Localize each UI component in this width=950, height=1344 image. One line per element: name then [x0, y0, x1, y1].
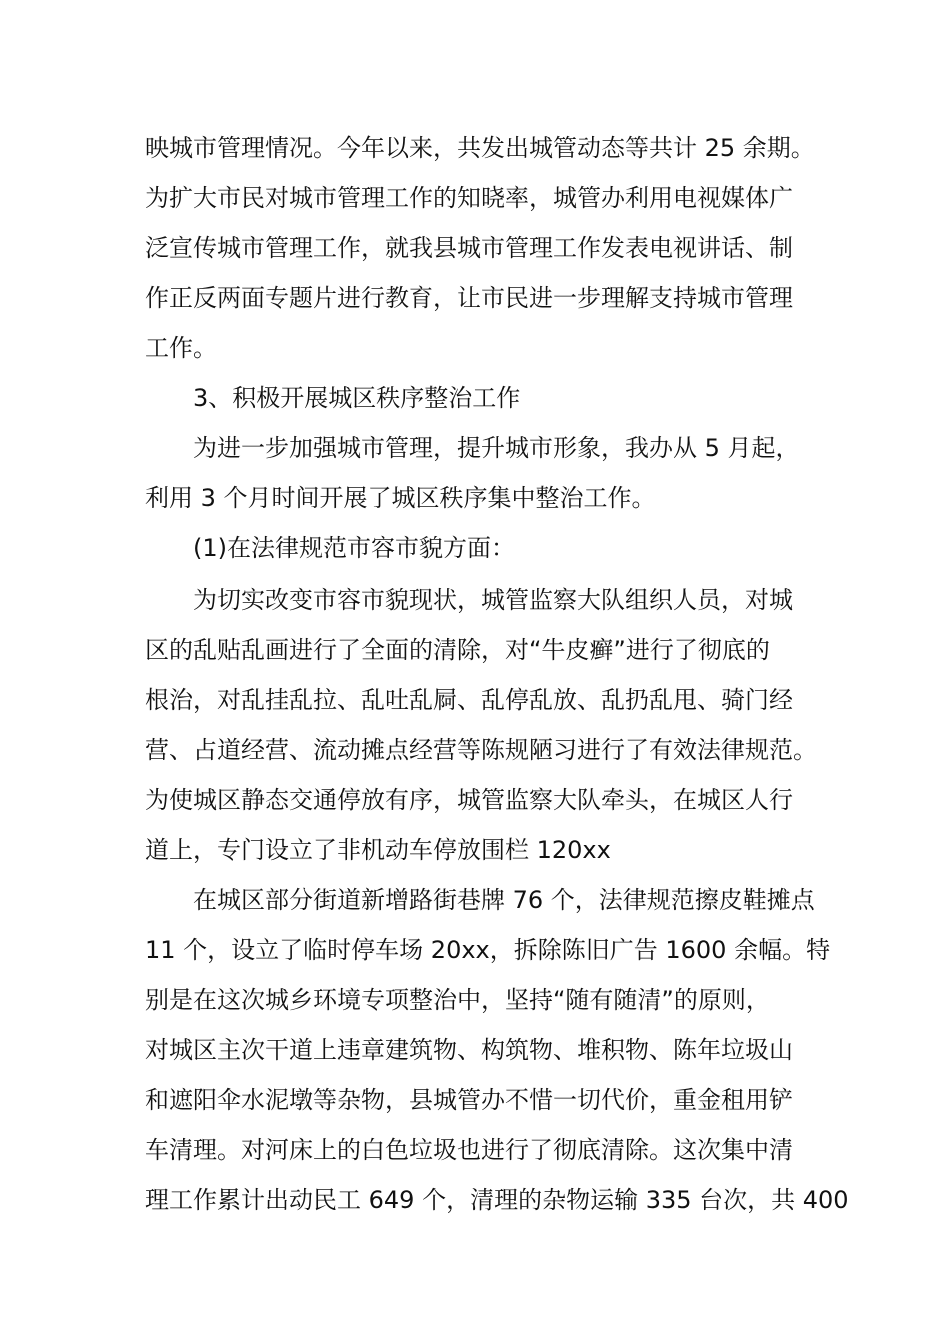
- body-text-line: 和遮阳伞水泥墩等杂物，县城管办不惜一切代价，重金租用铲: [145, 1086, 793, 1114]
- body-text-line: 为扩大市民对城市管理工作的知晓率，城管办利用电视媒体广: [145, 184, 793, 212]
- body-text-line: 区的乱贴乱画进行了全面的清除，对“牛皮癣”进行了彻底的: [145, 636, 770, 664]
- body-text-line: 泛宣传城市管理工作，就我县城市管理工作发表电视讲话、制: [145, 234, 793, 262]
- body-text-line: 为进一步加强城市管理，提升城市形象，我办从 5 月起，: [193, 434, 800, 462]
- body-text-line: 别是在这次城乡环境专项整治中，坚持“随有随清”的原则，: [145, 986, 770, 1014]
- body-text-line: 作正反两面专题片进行教育，让市民进一步理解支持城市管理: [145, 284, 793, 312]
- body-text-line: 为切实改变市容市貌现状，城管监察大队组织人员，对城: [193, 586, 793, 614]
- body-text-line: 营、占道经营、流动摊点经营等陈规陋习进行了有效法律规范。: [145, 736, 817, 764]
- body-text-line: 为使城区静态交通停放有序，城管监察大队牵头，在城区人行: [145, 786, 793, 814]
- body-text-line: 11 个，设立了临时停车场 20xx，拆除陈旧广告 1600 余幅。特: [145, 936, 831, 964]
- body-text-line: 映城市管理情况。今年以来，共发出城管动态等共计 25 余期。: [145, 134, 815, 162]
- body-text-line: 对城区主次干道上违章建筑物、构筑物、堆积物、陈年垃圾山: [145, 1036, 793, 1064]
- body-text-line: 根治，对乱挂乱拉、乱吐乱屙、乱停乱放、乱扔乱甩、骑门经: [145, 686, 793, 714]
- body-text-line: 理工作累计出动民工 649 个，清理的杂物运输 335 台次，共 400: [145, 1186, 849, 1214]
- body-text-line: 利用 3 个月时间开展了城区秩序集中整治工作。: [145, 484, 656, 512]
- body-text-line: 道上，专门设立了非机动车停放围栏 120xx: [145, 836, 611, 864]
- body-text-line: 车清理。对河床上的白色垃圾也进行了彻底清除。这次集中清: [145, 1136, 793, 1164]
- body-text-line: 在城区部分街道新增路街巷牌 76 个，法律规范擦皮鞋摊点: [193, 886, 815, 914]
- body-text-line: 工作。: [145, 334, 217, 362]
- section-heading: 3、积极开展城区秩序整治工作: [193, 384, 521, 412]
- subsection-heading: (1)在法律规范市容市貌方面：: [193, 534, 515, 562]
